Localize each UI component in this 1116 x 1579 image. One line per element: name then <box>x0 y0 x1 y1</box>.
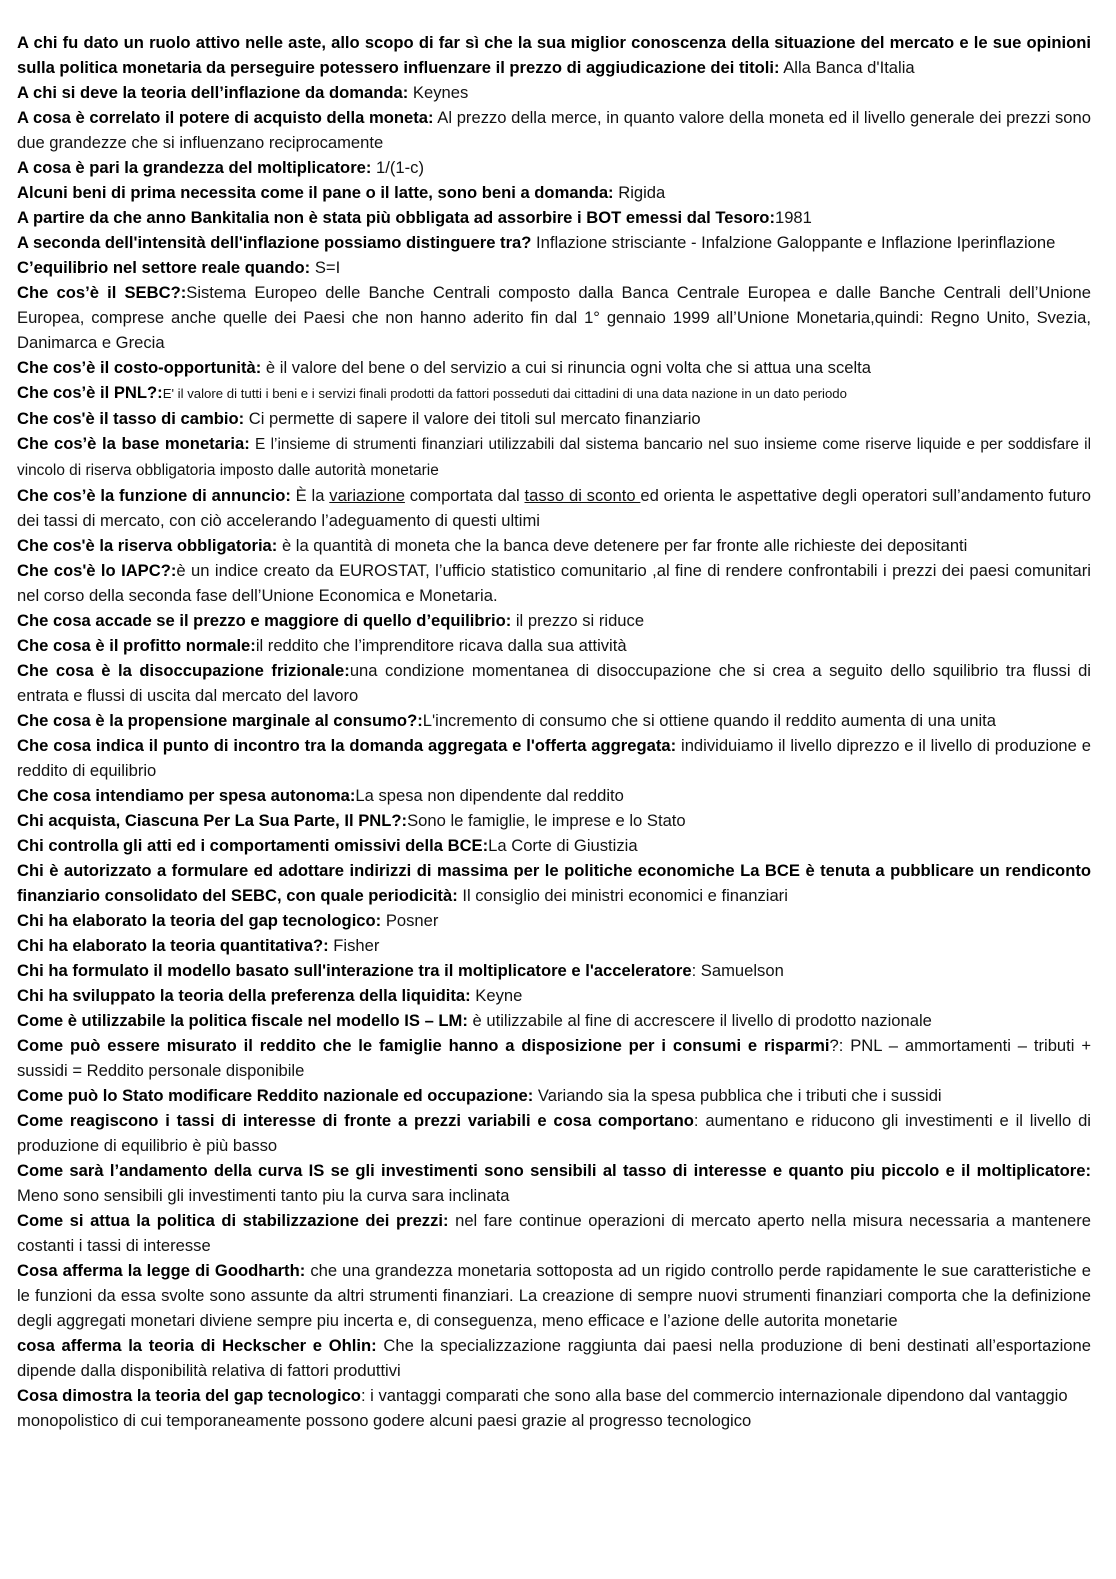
qa-entry <box>17 483 1091 533</box>
question: Come può lo Stato modificare Reddito nazionale ed occupazione: <box>17 1086 534 1105</box>
answer: Meno sono sensibili gli investimenti tanto piu la curva sara inclinata <box>17 1186 510 1205</box>
question: Che cosa è il profitto normale: <box>17 636 256 655</box>
answer: è il valore del bene o del servizio a cui si rinuncia ogni volta che si attua una scelta <box>261 358 872 377</box>
answer: Keynes <box>408 83 469 102</box>
qa-entry <box>17 658 1091 708</box>
question: A seconda dell'intensità dell'inflazione possiamo distinguere tra? <box>17 233 532 252</box>
question: Chi è autorizzato a formulare ed adottare indirizzi di massima per le politiche economiche La BCE è tenuta a pubblicare un rendiconto finanziario consolidato del SEBC, con quale periodicità: <box>17 861 1091 905</box>
question: Che cosa è la propensione marginale al consumo?: <box>17 711 423 730</box>
qa-entry <box>17 1383 1091 1433</box>
qa-entry <box>17 1258 1091 1333</box>
answer: : i vantaggi comparati che sono alla base del commercio internazionale dipendono dal vantaggio monopolistico di cui temporaneamente possono godere alcuni paesi grazie al progresso tecnologico <box>17 1386 1068 1430</box>
question: Come è utilizzabile la politica fiscale nel modello IS – LM: <box>17 1011 468 1030</box>
answer: E l’insieme di strumenti finanziari utilizzabili dal sistema bancario nel suo insieme come riserve liquide e per soddisfare il vincolo di riserva obbligatoria imposto dalle autorità monetarie <box>17 436 1092 479</box>
question: Che cosa è la disoccupazione frizionale: <box>17 661 350 680</box>
answer: è utilizzabile al fine di accrescere il livello di prodotto nazionale <box>467 1011 932 1030</box>
qa-entry <box>17 255 1091 280</box>
answer: La Corte di Giustizia <box>488 836 638 855</box>
qa-entry <box>17 558 1091 608</box>
answer: individuiamo il livello diprezzo e il livello di produzione e reddito di equilibrio <box>17 736 1091 780</box>
answer: : Samuelson <box>691 961 784 980</box>
answer: una condizione momentanea di disoccupazione che si crea a seguito dello squilibrio tra flussi di entrata e flussi di uscita dal mercato del lavoro <box>17 661 1091 705</box>
question: Come può essere misurato il reddito che le famiglie hanno a disposizione per i consumi e risparmi <box>17 1036 830 1055</box>
qa-entry <box>17 608 1091 633</box>
qa-entry <box>17 230 1091 255</box>
qa-entry <box>17 733 1091 783</box>
question: Che cosa indica il punto di incontro tra la domanda aggregata e l'offerta aggregata: <box>17 736 677 755</box>
answer: è un indice creato da EUROSTAT, l’ufficio statistico comunitario ,al fine di rendere confrontabili i prezzi dei paesi comunitari nel corso della seconda fase dell’Unione Economica e Monetaria. <box>17 561 1091 605</box>
qa-entry <box>17 533 1091 558</box>
answer: E' il valore di tutti i beni e i servizi finali prodotti da fattori posseduti dai cittadini di una data nazione in un dato periodo <box>162 386 847 401</box>
qa-entry <box>17 280 1091 355</box>
qa-entry <box>17 708 1091 733</box>
answer: Sistema Europeo delle Banche Centrali composto dalla Banca Centrale Europea e dalle Banche Centrali dell’Unione Europea, comprese anche quelle dei Paesi che non hanno aderito fin dal 1° gennaio 1999 all’Unione Monetaria,quindi: Regno Unito, Svezia, Danimarca e Grecia <box>17 283 1091 352</box>
qa-entry <box>17 1158 1091 1208</box>
qa-entry <box>17 808 1091 833</box>
answer: Che la specializzazione raggiunta dai paesi nella produzione di beni destinati all’esportazione dipende dalla disponibilità relativa di fattori produttivi <box>17 1336 1091 1380</box>
question: A chi fu dato un ruolo attivo nelle aste, allo scopo di far sì che la sua miglior conoscenza della situazione del mercato e le sue opinioni sulla politica monetaria da perseguire potessero influenzare il prezzo di aggiudicazione dei titoli: <box>17 33 1091 77</box>
question: Chi acquista, Ciascuna Per La Sua Parte, Il PNL?: <box>17 811 408 830</box>
qa-entry <box>17 406 1091 431</box>
answer: Sono le famiglie, le imprese e lo Stato <box>407 811 686 830</box>
answer-part: comportata dal <box>404 486 525 505</box>
question: C’equilibrio nel settore reale quando: <box>17 258 311 277</box>
answer: La spesa non dipendente dal reddito <box>355 786 624 805</box>
answer-underlined-term: variazione <box>329 486 405 505</box>
question: Che cos'è il tasso di cambio: <box>17 409 245 428</box>
answer-underlined-term: tasso di sconto <box>524 486 641 505</box>
qa-entry <box>17 858 1091 908</box>
answer: Alla Banca d'Italia <box>779 58 915 77</box>
qa-entry <box>17 1208 1091 1258</box>
answer: Ci permette di sapere il valore dei titoli sul mercato finanziario <box>244 409 701 428</box>
answer: Fisher <box>328 936 380 955</box>
question: Chi ha elaborato la teoria del gap tecnologico: <box>17 911 382 930</box>
question: Che cosa accade se il prezzo e maggiore di quello d’equilibrio: <box>17 611 512 630</box>
answer: L'incremento di consumo che si ottiene quando il reddito aumenta di una unita <box>422 711 996 730</box>
question: Che cos’è il SEBC?: <box>17 283 187 302</box>
qa-entry <box>17 80 1091 105</box>
answer: il prezzo si riduce <box>511 611 645 630</box>
answer: 1981 <box>774 208 812 227</box>
question: A cosa è correlato il potere di acquisto della moneta: <box>17 108 434 127</box>
answer: S=I <box>310 258 341 277</box>
qa-entry <box>17 205 1091 230</box>
question: A partire da che anno Bankitalia non è stata più obbligata ad assorbire i BOT emessi dal Tesoro: <box>17 208 775 227</box>
qa-entry <box>17 833 1091 858</box>
qa-entry <box>17 1033 1091 1083</box>
qa-entry <box>17 908 1091 933</box>
question: Che cosa intendiamo per spesa autonoma: <box>17 786 356 805</box>
answer-part: È la <box>290 486 330 505</box>
question: Cosa afferma la legge di Goodharth: <box>17 1261 306 1280</box>
qa-entry <box>17 958 1091 983</box>
answer: Posner <box>381 911 439 930</box>
question: cosa afferma la teoria di Heckscher e Ohlin: <box>17 1336 377 1355</box>
question: Che cos’è il costo-opportunità: <box>17 358 262 377</box>
question: Che cos’è il PNL?: <box>17 383 163 402</box>
answer: Inflazione strisciante - Infalzione Galoppante e Inflazione Iperinflazione <box>531 233 1056 252</box>
question: Cosa dimostra la teoria del gap tecnologico <box>17 1386 361 1405</box>
qa-entry <box>17 1008 1091 1033</box>
qa-entry <box>17 1108 1091 1158</box>
answer: : aumentano e riducono gli investimenti e il livello di produzione di equilibrio è più basso <box>17 1111 1091 1155</box>
question: Chi ha sviluppato la teoria della preferenza della liquidita: <box>17 986 471 1005</box>
question: Come reagiscono i tassi di interesse di fronte a prezzi variabili e cosa comportano <box>17 1111 694 1130</box>
question: Che cos'è lo IAPC?: <box>17 561 177 580</box>
question: Alcuni beni di prima necessita come il pane o il latte, sono beni a domanda: <box>17 183 614 202</box>
answer: Al prezzo della merce, in quanto valore della moneta ed il livello generale dei prezzi sono due grandezze che si influenzano reciprocamente <box>17 108 1091 152</box>
qa-entry <box>17 983 1091 1008</box>
qa-entry <box>17 380 1091 406</box>
qa-entry <box>17 155 1091 180</box>
question: Chi ha formulato il modello basato sull'interazione tra il moltiplicatore e l'acceleratore <box>17 961 692 980</box>
answer: ?: PNL – ammortamenti – tributi + sussidi = Reddito personale disponibile <box>17 1036 1092 1080</box>
question: Che cos’è la base monetaria: <box>17 434 250 453</box>
answer: Rigida <box>613 183 666 202</box>
answer: che una grandezza monetaria sottoposta ad un rigido controllo perde rapidamente le sue caratteristiche e le funzioni da essa svolte sono assunte da altri strumenti finanziari. La creazione di sempre nuovi strumenti finanziari comporta che la definizione degli aggregati monetari diviene sempre piu incerta e, di conseguenza, meno efficace e l’azione delle autorita monetarie <box>17 1261 1091 1330</box>
answer-part: ed orienta le aspettative degli operatori sull’andamento futuro dei tassi di mercato, con ciò accelerando l’adeguamento di questi ultimi <box>17 486 1091 530</box>
qa-entry <box>17 933 1091 958</box>
question: Che cos’è la funzione di annuncio: <box>17 486 291 505</box>
qa-entry <box>17 355 1091 380</box>
qa-entry <box>17 1083 1091 1108</box>
question: Chi ha elaborato la teoria quantitativa?: <box>17 936 329 955</box>
qa-entry <box>17 30 1091 80</box>
answer: Variando sia la spesa pubblica che i tributi che i sussidi <box>533 1086 942 1105</box>
qa-entry <box>17 180 1091 205</box>
answer: Il consiglio dei ministri economici e finanziari <box>457 886 788 905</box>
question: Chi controlla gli atti ed i comportamenti omissivi della BCE: <box>17 836 489 855</box>
qa-entry <box>17 1333 1091 1383</box>
qa-entry <box>17 431 1091 483</box>
answer: 1/(1-c) <box>371 158 424 177</box>
qa-entry <box>17 633 1091 658</box>
document-page <box>17 30 1091 1433</box>
answer: Keyne <box>470 986 523 1005</box>
question: A chi si deve la teoria dell’inflazione da domanda: <box>17 83 409 102</box>
question: A cosa è pari la grandezza del moltiplicatore: <box>17 158 372 177</box>
answer: è la quantità di moneta che la banca deve detenere per far fronte alle richieste dei depositanti <box>277 536 968 555</box>
qa-entry <box>17 105 1091 155</box>
answer: il reddito che l’imprenditore ricava dalla sua attività <box>255 636 627 655</box>
qa-entry <box>17 783 1091 808</box>
question: Come si attua la politica di stabilizzazione dei prezzi: <box>17 1211 449 1230</box>
question: Che cos'è la riserva obbligatoria: <box>17 536 278 555</box>
question: Come sarà l’andamento della curva IS se gli investimenti sono sensibili al tasso di interesse e quanto piu piccolo e il moltiplicatore: <box>17 1161 1091 1180</box>
answer: nel fare continue operazioni di mercato aperto nella misura necessaria a mantenere costanti i tassi di interesse <box>17 1211 1091 1255</box>
